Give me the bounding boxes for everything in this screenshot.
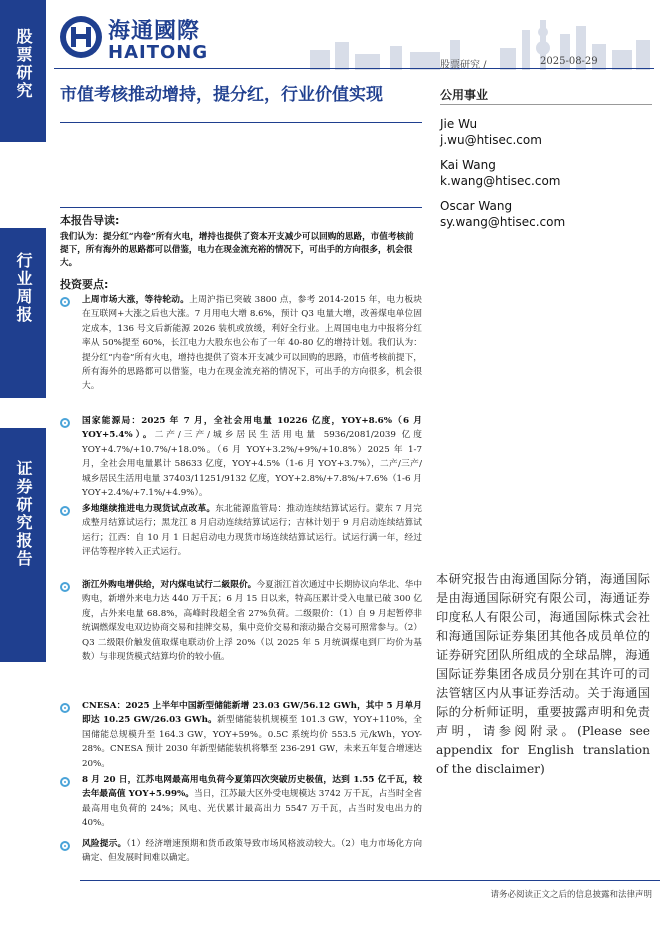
point-item: [82, 293, 422, 394]
point-body: 今夏浙江首次通过中长期协议向华北、华中购电，新增外来电力达 440 万千瓦；6 月 15 日以来，特高压累计受入电量已破 300 亿度，占外来电量 68.8%，高峰时段超全省 27%负荷。二级限价：（1）自 9 月起暂停非统调燃煤发电双边协商交易和挂牌交易，集中竞价交易和滚动撮合交易可照常参与。（2）Q3 二级限价触发值取煤电联动价上浮 20%（以 2025 年 5 月统调煤电到厂均价为基数）与非现货模式结算均价的较小值。: [82, 580, 422, 663]
disclaimer-text: 本研究报告由海通国际分销，海通国际是由海通国际研究有限公司，海通证券印度私人有限公司，海通国际株式会社和海通国际证券集团其他各成员单位的证券研究团队所组成的全球品牌，海通国际证券集团各成员分别在其许可的司法管辖区内从事证券活动。关于海通国际的分析师证明，重要披露声明和免责声明，请参阅附录。(Please see appendix for English translation of the disclaimer): [436, 572, 650, 776]
analyst-email[interactable]: sy.wang@htisec.com: [440, 215, 566, 229]
sidebar-label-middle: 行业周报: [14, 252, 33, 324]
bullet-icon: [60, 297, 70, 307]
footer-note: 请务必阅读正文之后的信息披露和法律声明: [490, 890, 652, 900]
footer-rule: [80, 880, 660, 881]
sidebar-tab-stock-research: [0, 0, 46, 142]
bullet-icon: [60, 841, 70, 851]
analyst-email[interactable]: k.wang@htisec.com: [440, 174, 561, 188]
point-body: 当日，江苏最大区外受电规模达 3742 万千瓦，占当时全省最高用电负荷的 24%；风电、光伏累计最高出力 5547 万千瓦，占当时发电出力的 40%。: [82, 789, 422, 829]
industry-label: 公用事业: [440, 88, 489, 102]
report-title: 市值考核推动增持，提分红，行业价值实现: [60, 85, 383, 105]
point-lead: CNESA：2025 上半年中国新型储能新增 23.03 GW/56.12 GWh，其中 5 月单月即达 10.25 GW/26.03 GWh。: [82, 701, 422, 726]
bullet-icon: [60, 418, 70, 428]
analyst-block: [440, 116, 542, 148]
haitong-logo: [58, 12, 228, 62]
haitong-emblem-icon: [58, 14, 104, 60]
analyst-block: [440, 198, 565, 230]
point-item: [82, 578, 422, 664]
analyst-name: Oscar Wang: [440, 199, 513, 213]
title-rule: [60, 122, 422, 123]
bullet-icon: [60, 582, 70, 592]
guide-text: 我们认为：提分红“内卷”所有火电，增持也提供了资本开支减少可以回购的思路，市值考核前提下，所有海外的思路都可以借鉴，电力在现金流充裕的情况下，可出手的方向很多，机会很大。: [60, 232, 414, 268]
logo-english-name: HAITONG: [108, 42, 209, 63]
point-body: （1）经济增速预期和货币政策导致市场风格波动较大。（2）电力市场化方向确定、但发展时间难以确定。: [82, 839, 423, 864]
point-item: [82, 502, 422, 560]
bullet-icon: [60, 506, 70, 516]
point-body: 新型储能装机规模至 101.3 GW，YOY+110%，全国储能总规模升至 164.3 GW，YOY+59%。0.5C 系统均价 553.5 元/kWh，YOY-28%。CNESA 预计 2030 年新型储能装机将攀至 236-291 GW，未来五年复合增速达 20%。: [82, 715, 422, 769]
points-heading: 投资要点:: [60, 278, 109, 291]
bullet-icon: [60, 703, 70, 713]
point-body: 上周沪指已突破 3800 点，参考 2014-2015 年，电力板块在互联网+大涨之后也大涨。7 月用电大增 8.6%，预计 Q3 电量大增，改善煤电单位固定成本，136 号文后新能源 2026 装机或放缓，利好全行业。上周国电电力中报将分红率从 50%提至 60%，长江电力大股东也公布了一年 40-80 亿的增持计划。我们认为：提分红“内卷”所有火电，增持也提供了资本开支减少可以回购的思路，市值考核前提下，所有海外的思路都可以借鉴，电力在现金流充裕的情况下，可出手的方向很多，机会很大。: [82, 295, 422, 392]
bullet-icon: [60, 777, 70, 787]
guide-heading: 本报告导读:: [60, 214, 120, 227]
report-date: 2025-08-29: [540, 56, 598, 67]
point-lead: 风险提示。: [82, 839, 127, 849]
logo-chinese-name: 海通國際: [108, 19, 201, 44]
sidebar-label-top: 股票研究: [14, 28, 33, 100]
point-item: [82, 773, 422, 831]
sidebar-tab-securities-report: [0, 428, 46, 662]
point-lead: 上周市场大涨，等待轮动。: [82, 295, 190, 305]
point-item: [82, 699, 422, 771]
industry-rule: [440, 104, 652, 105]
analyst-email[interactable]: j.wu@htisec.com: [440, 133, 542, 147]
point-item: [82, 837, 422, 866]
guide-rule: [60, 207, 422, 208]
point-body: 东北能源监管局：推动连续结算试运行。蒙东 7 月完成整月结算试运行；黑龙江 8 月启动连续结算试运行；吉林计划于 9 月启动连续结算试运行；江西：自 10 月 1 日起启动电力现货市场连续结算试运行。试运行满一年，经过评估等程序转入正式运行。: [82, 504, 422, 558]
analyst-block: [440, 157, 560, 189]
point-lead: 8 月 20 日，江苏电网最高用电负荷今夏第四次突破历史极值，达到 1.55 亿千瓦，较去年最高值 YOY+5.99%。: [82, 775, 422, 800]
analyst-name: Jie Wu: [440, 117, 478, 131]
point-item: [82, 414, 422, 500]
point-body: 二产/三产/城乡居民生活用电量 5936/2081/2039 亿度 YOY+4.7%/+10.7%/+18.0%。（6 月 YOY+3.2%/+9%/+10.8%）2025 年 1-7 月，全社会用电量累计 58633 亿度，YOY+4.5%（1-6 月 YOY+3.7%），二产/三产/城乡居民生活用电量 37403/11251/9132 亿度，YOY+2.8%/+7.8%/+7.6%（1-6 月 YOY+2.4%/+7.1%/+4.9%）。: [82, 430, 422, 499]
header-rule: [54, 68, 654, 69]
point-lead: 国家能源局：2025 年 7 月，全社会用电量 10226 亿度，YOY+8.6%（6 月 YOY+5.4%）。: [82, 416, 422, 441]
analyst-name: Kai Wang: [440, 158, 496, 172]
point-lead: 浙江外购电增供给，对内煤电试行二級限价。: [82, 580, 257, 590]
report-category: 股票研究 /: [440, 60, 487, 71]
point-lead: 多地继续推进电力现货试点改革。: [82, 504, 216, 514]
sidebar-label-bottom: 证券研究报告: [14, 460, 33, 568]
sidebar-tab-industry-weekly: [0, 228, 46, 398]
